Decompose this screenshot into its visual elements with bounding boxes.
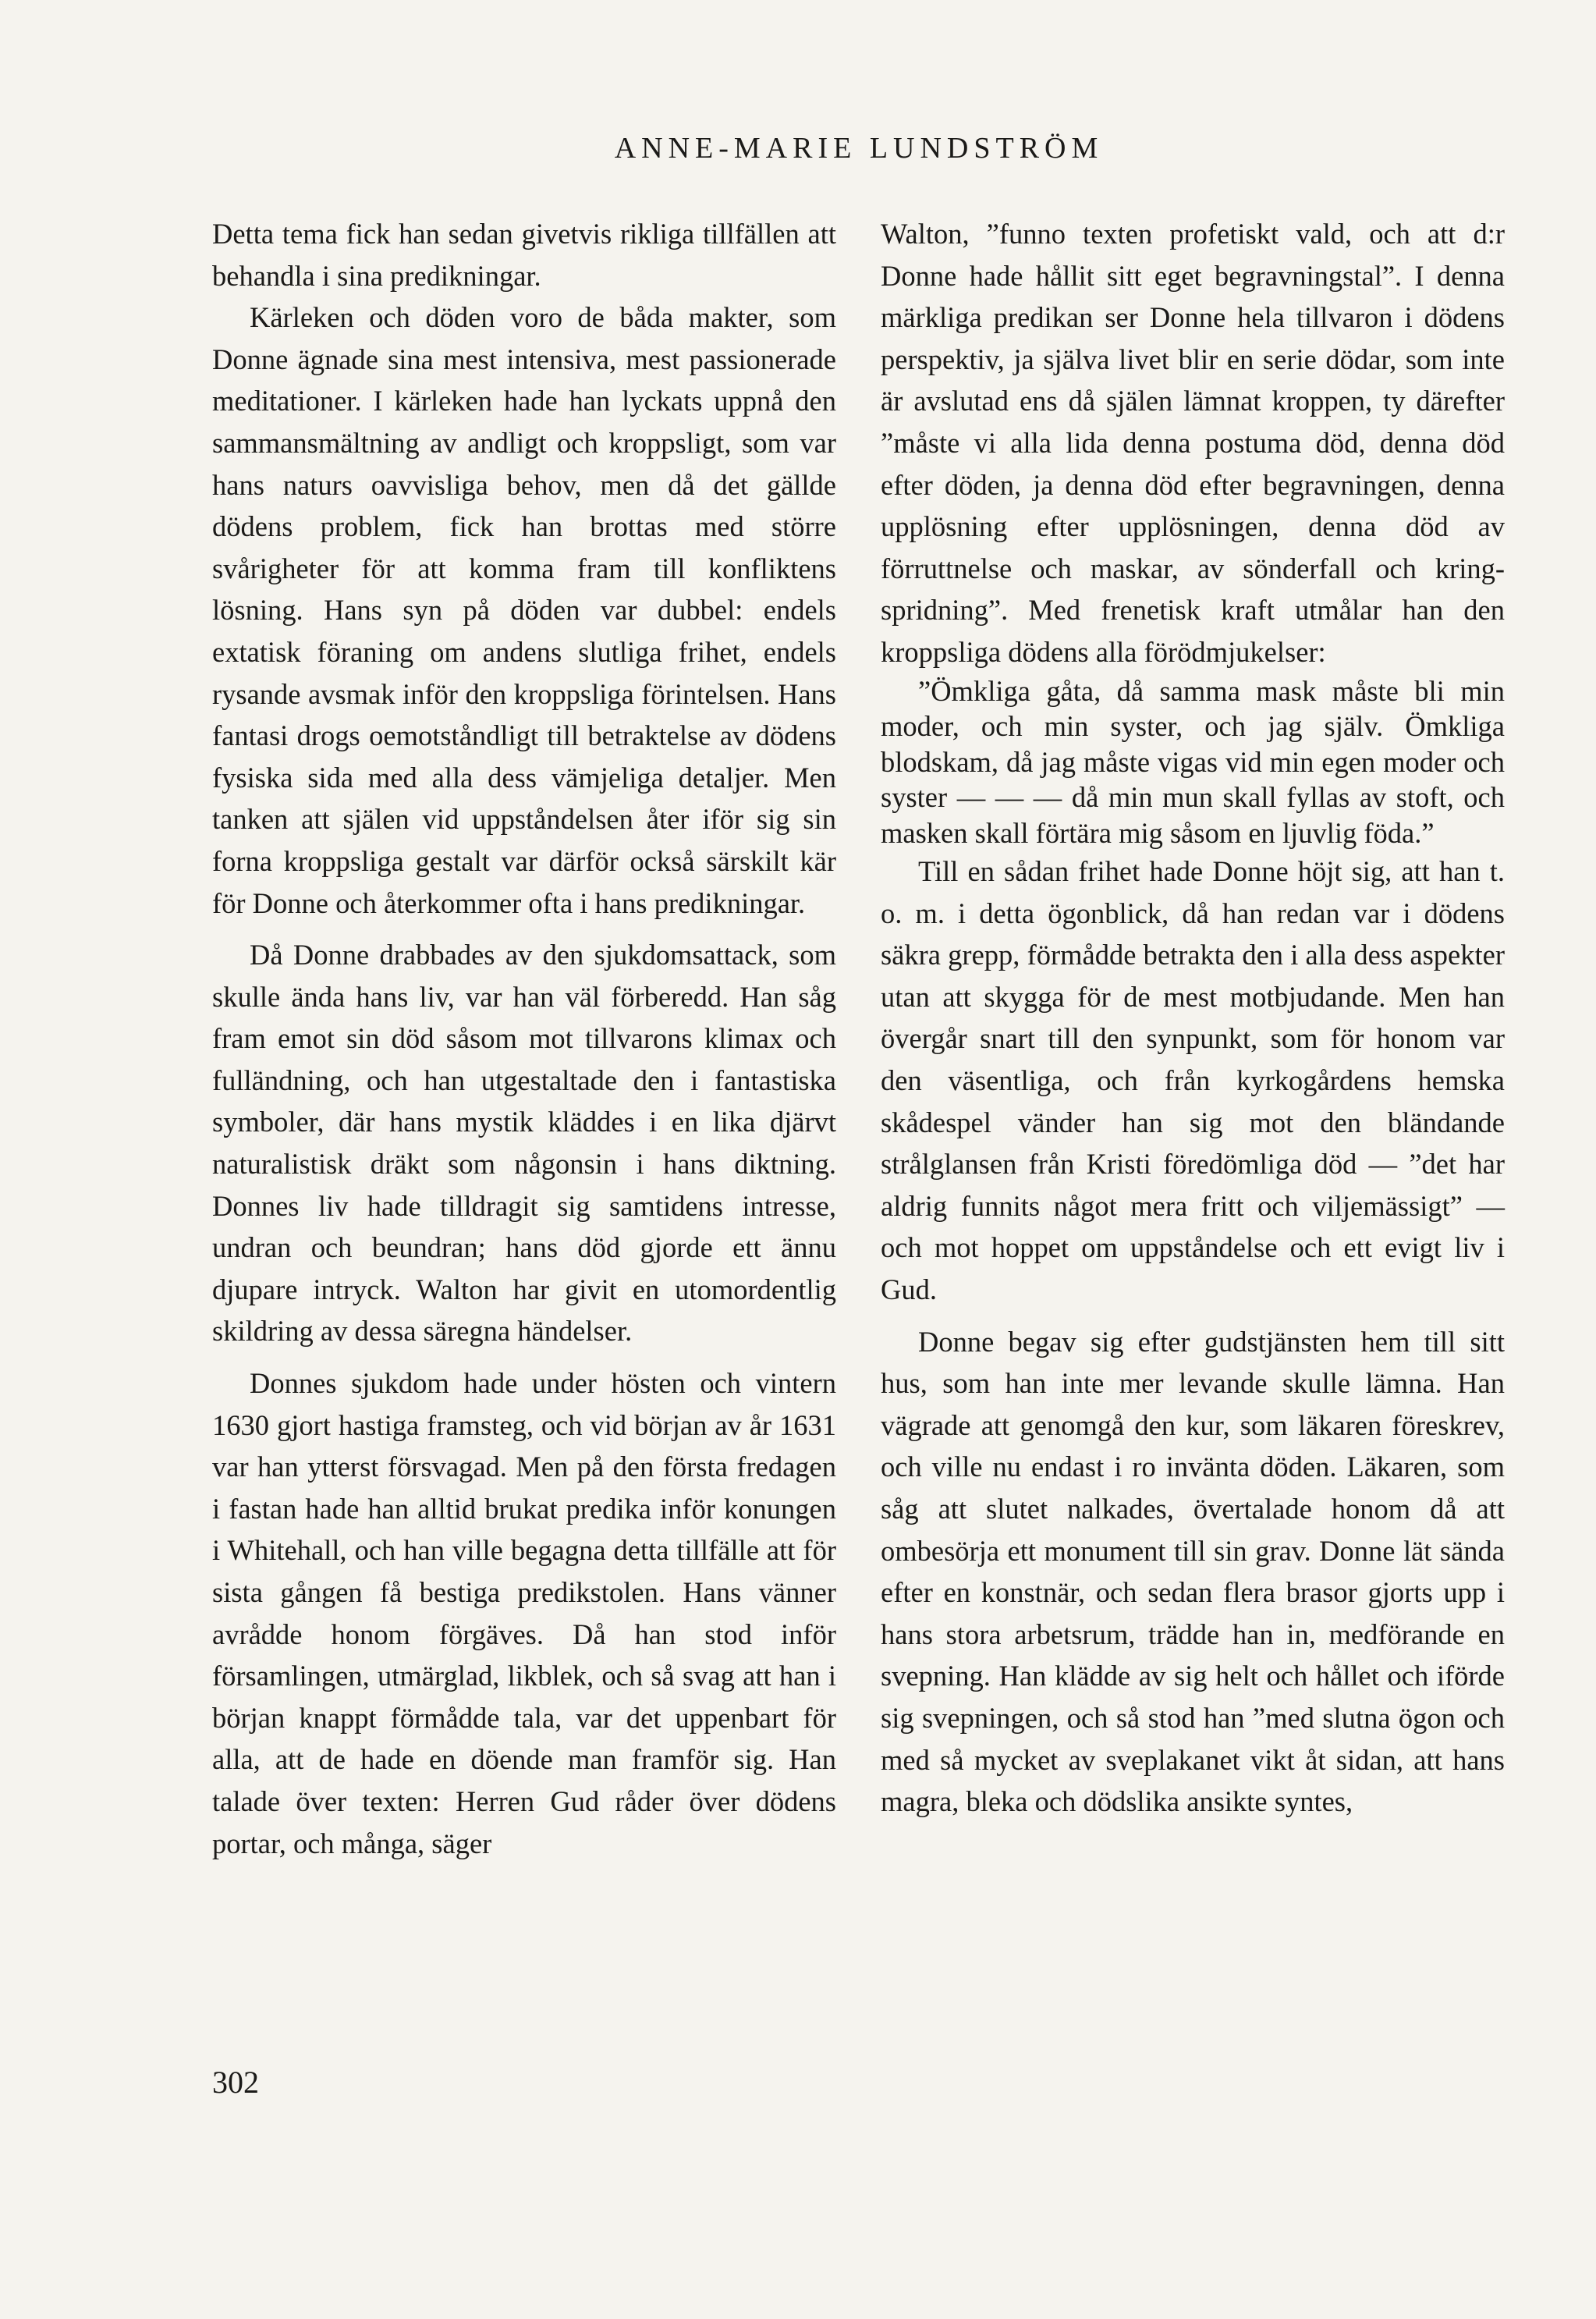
- right-column: [881, 213, 1505, 1823]
- paragraph: Detta tema fick han sedan givetvis rikliga tillfällen att behandla i sina predikningar.: [212, 218, 836, 292]
- left-column: [212, 213, 836, 1864]
- paragraph: Donnes sjukdom hade under hösten och vintern 1630 gjort hastiga framsteg, och vid början av år 1631 var han ytterst försvagad. Men på den första fredagen i fastan hade han alltid brukat predika inför konungen i Whitehall, och han ville begagna detta tillfälle att för sista gången få bestiga predikstolen. Hans vänner avrådde honom förgäves. Då han stod inför församlingen, utmärglad, likblek, och så svag att han i början knappt förmådde tala, var det uppenbart för alla, att de hade en döende man framför sig. Han talade över texten: Herren Gud råder över dödens portar, och många, säger: [212, 1367, 836, 1859]
- page-number: 302: [212, 2065, 259, 2100]
- running-header: ANNE-MARIE LUNDSTRÖM: [614, 132, 1104, 165]
- paragraph: Walton, ”funno texten profetiskt vald, och att d:r Donne hade hållit sitt eget begravningstal”. I denna märkliga predikan ser Donne hela tillvaron i dödens perspektiv, ja själva livet blir en serie dödar, som inte är avslutad ens då själen lämnat kroppen, ty därefter ”måste vi alla lida denna postuma död, denna död efter döden, ja denna död efter begravningen, denna upplösning efter upplösningen, denna död av förruttnelse och maskar, av sönderfall och kringspridning”. Med frenetisk kraft utmålar han den kroppsliga dödens alla förödmjukelser:: [881, 218, 1505, 668]
- paragraph: Till en sådan frihet hade Donne höjt sig, att han t. o. m. i detta ögonblick, då han redan var i dödens säkra grepp, förmådde betrakta den i alla dess aspekter utan att skygga för de mest motbjudande. Men han övergår snart till den synpunkt, som för honom var den väsentliga, och från kyrkogårdens hemska skådespel vänder han sig mot den bländande strålglansen från Kristi föredömliga död — ”det har aldrig funnits något mera fritt och viljemässigt” — och mot hoppet om uppståndelse och ett evigt liv i Gud.: [881, 855, 1505, 1305]
- paragraph: Donne begav sig efter gudstjänsten hem till sitt hus, som han inte mer levande skulle lämna. Han vägrade att genomgå den kur, som läkaren föreskrev, och ville nu endast i ro invänta döden. Läkaren, som såg att slutet nalkades, övertalade honom då att ombesörja ett monument till sin grav. Donne lät sända efter en konstnär, och sedan flera brasor gjorts upp i hans stora arbetsrum, trädde han in, medförande en svepning. Han klädde av sig helt och hållet och iförde sig svepningen, och så stod han ”med slutna ögon och med så mycket av sveplakanet vikt åt sidan, att hans magra, bleka och dödslika ansikte syntes,: [881, 1325, 1505, 1818]
- paragraph: Då Donne drabbades av den sjukdomsattack, som skulle ända hans liv, var han väl förberedd. Han såg fram emot sin död såsom mot tillvarons klimax och fulländning, och han utgestaltade den i fantastiska symboler, där hans mystik kläddes i en lika djärvt naturalistisk dräkt som någonsin i hans diktning. Donnes liv hade tilldragit sig samtidens intresse, undran och beundran; hans död gjorde ett ännu djupare intryck. Walton har givit en utomordentlig skildring av dessa säregna händelser.: [212, 939, 836, 1348]
- paragraph: Kärleken och döden voro de båda makter, som Donne ägnade sina mest intensiva, mest passionerade meditationer. I kärleken hade han lyckats uppnå den sammansmältning av andligt och kroppsligt, som var hans naturs oavvisliga behov, men då det gällde dödens problem, fick han brottas med större svårigheter för att komma fram till konfliktens lösning. Hans syn på döden var dubbel: endels extatisk föraning om andens slutliga frihet, endels rysande avsmak inför den kroppsliga förintelsen. Hans fantasi drogs oemotståndligt till betraktelse av dödens fysiska sida med alla dess vämjeliga detaljer. Men tanken att själen vid uppståndelsen åter iför sig sin forna kroppsliga gestalt var därför också särskilt kär för Donne och återkommer ofta i hans predikningar.: [212, 301, 836, 919]
- block-quote: ”Ömkliga gåta, då samma mask måste bli min moder, och min syster, och jag själv. Ömkliga blodskam, då jag måste vigas vid min egen moder och syster — — — då min mun skall fyllas av stoft, och masken skall förtära mig såsom en ljuvlig föda.”: [881, 674, 1505, 849]
